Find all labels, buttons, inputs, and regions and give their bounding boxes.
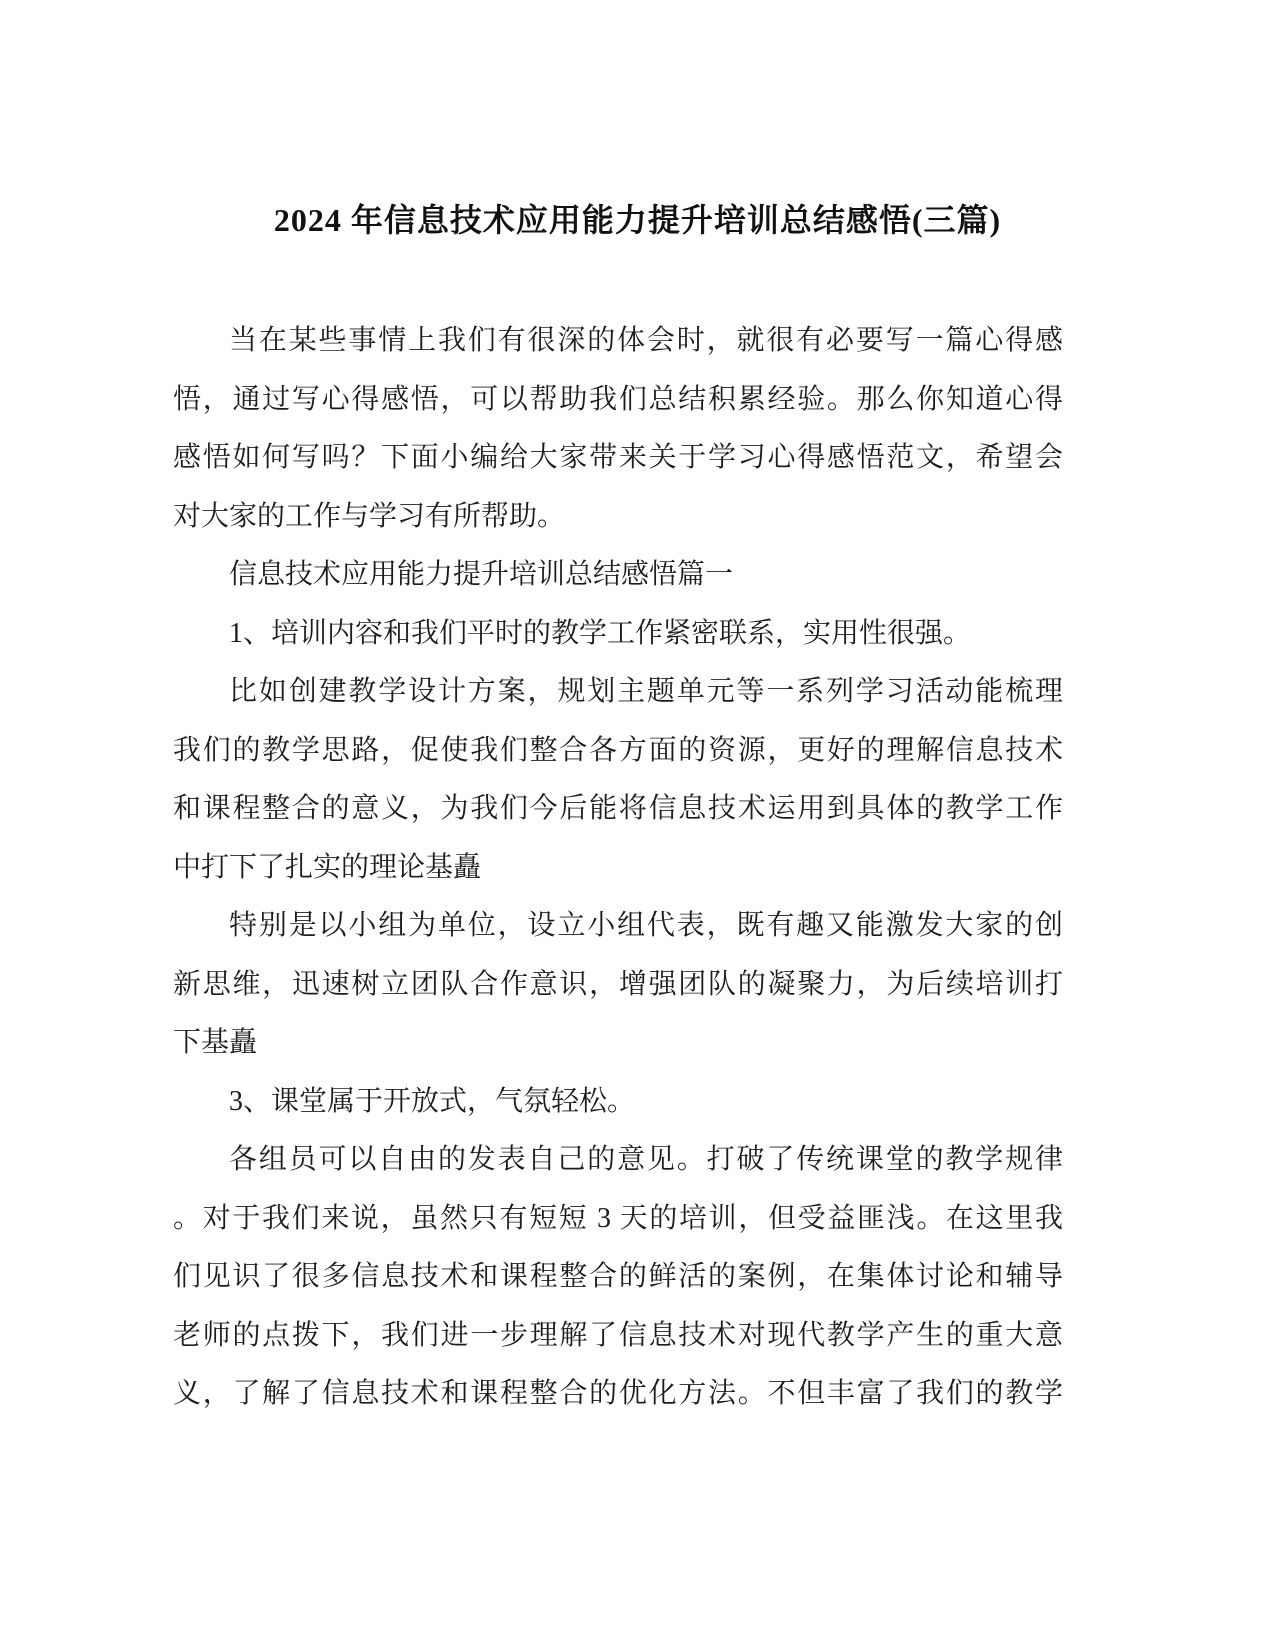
document-line: 感悟如何写吗？下面小编给大家带来关于学习心得感悟范文，希望会 [173,442,1063,473]
document-section-heading: 信息技术应用能力提升培训总结感悟篇一 [229,559,734,590]
document-line: 中打下了扎实的理论基矗 [173,851,482,883]
document-line: 3、课堂属于开放式，气氛轻松。 [229,1085,636,1117]
document-line: 1、培训内容和我们平时的教学工作紧密联系，实用性很强。 [229,617,972,649]
document-line: 。对于我们来说，虽然只有短短 3 天的培训，但受益匪浅。在这里我 [173,1202,1063,1234]
document-line: 下基矗 [173,1027,258,1058]
document-line: 和课程整合的意义，为我们今后能将信息技术运用到具体的教学工作 [173,793,1063,824]
document-line: 比如创建教学设计方案，规划主题单元等一系列学习活动能梳理 [229,676,1063,707]
document-body [173,312,1063,1424]
document-line: 特别是以小组为单位，设立小组代表，既有趣又能激发大家的创 [229,910,1063,941]
document-line: 悟，通过写心得感悟，可以帮助我们总结积累经验。那么你知道心得 [173,383,1063,415]
document-line: 对大家的工作与学习有所帮助。 [173,500,566,532]
document-line: 我们的教学思路，促使我们整合各方面的资源，更好的理解信息技术 [173,734,1063,766]
document-line: 义，了解了信息技术和课程整合的优化方法。不但丰富了我们的教学 [173,1378,1063,1409]
document-title: 2024 年信息技术应用能力提升培训总结感悟(三篇) [273,202,1002,238]
document-line: 们见识了很多信息技术和课程整合的鲜活的案例，在集体讨论和辅导 [173,1261,1063,1292]
document-line: 新思维，迅速树立团队合作意识，增强团队的凝聚力，为后续培训打 [173,968,1063,1000]
document-line: 老师的点拨下，我们进一步理解了信息技术对现代教学产生的重大意 [173,1319,1063,1351]
document-line: 当在某些事情上我们有很深的体会时，就很有必要写一篇心得感 [229,325,1063,356]
document-line: 各组员可以自由的发表自己的意见。打破了传统课堂的教学规律 [229,1144,1063,1175]
